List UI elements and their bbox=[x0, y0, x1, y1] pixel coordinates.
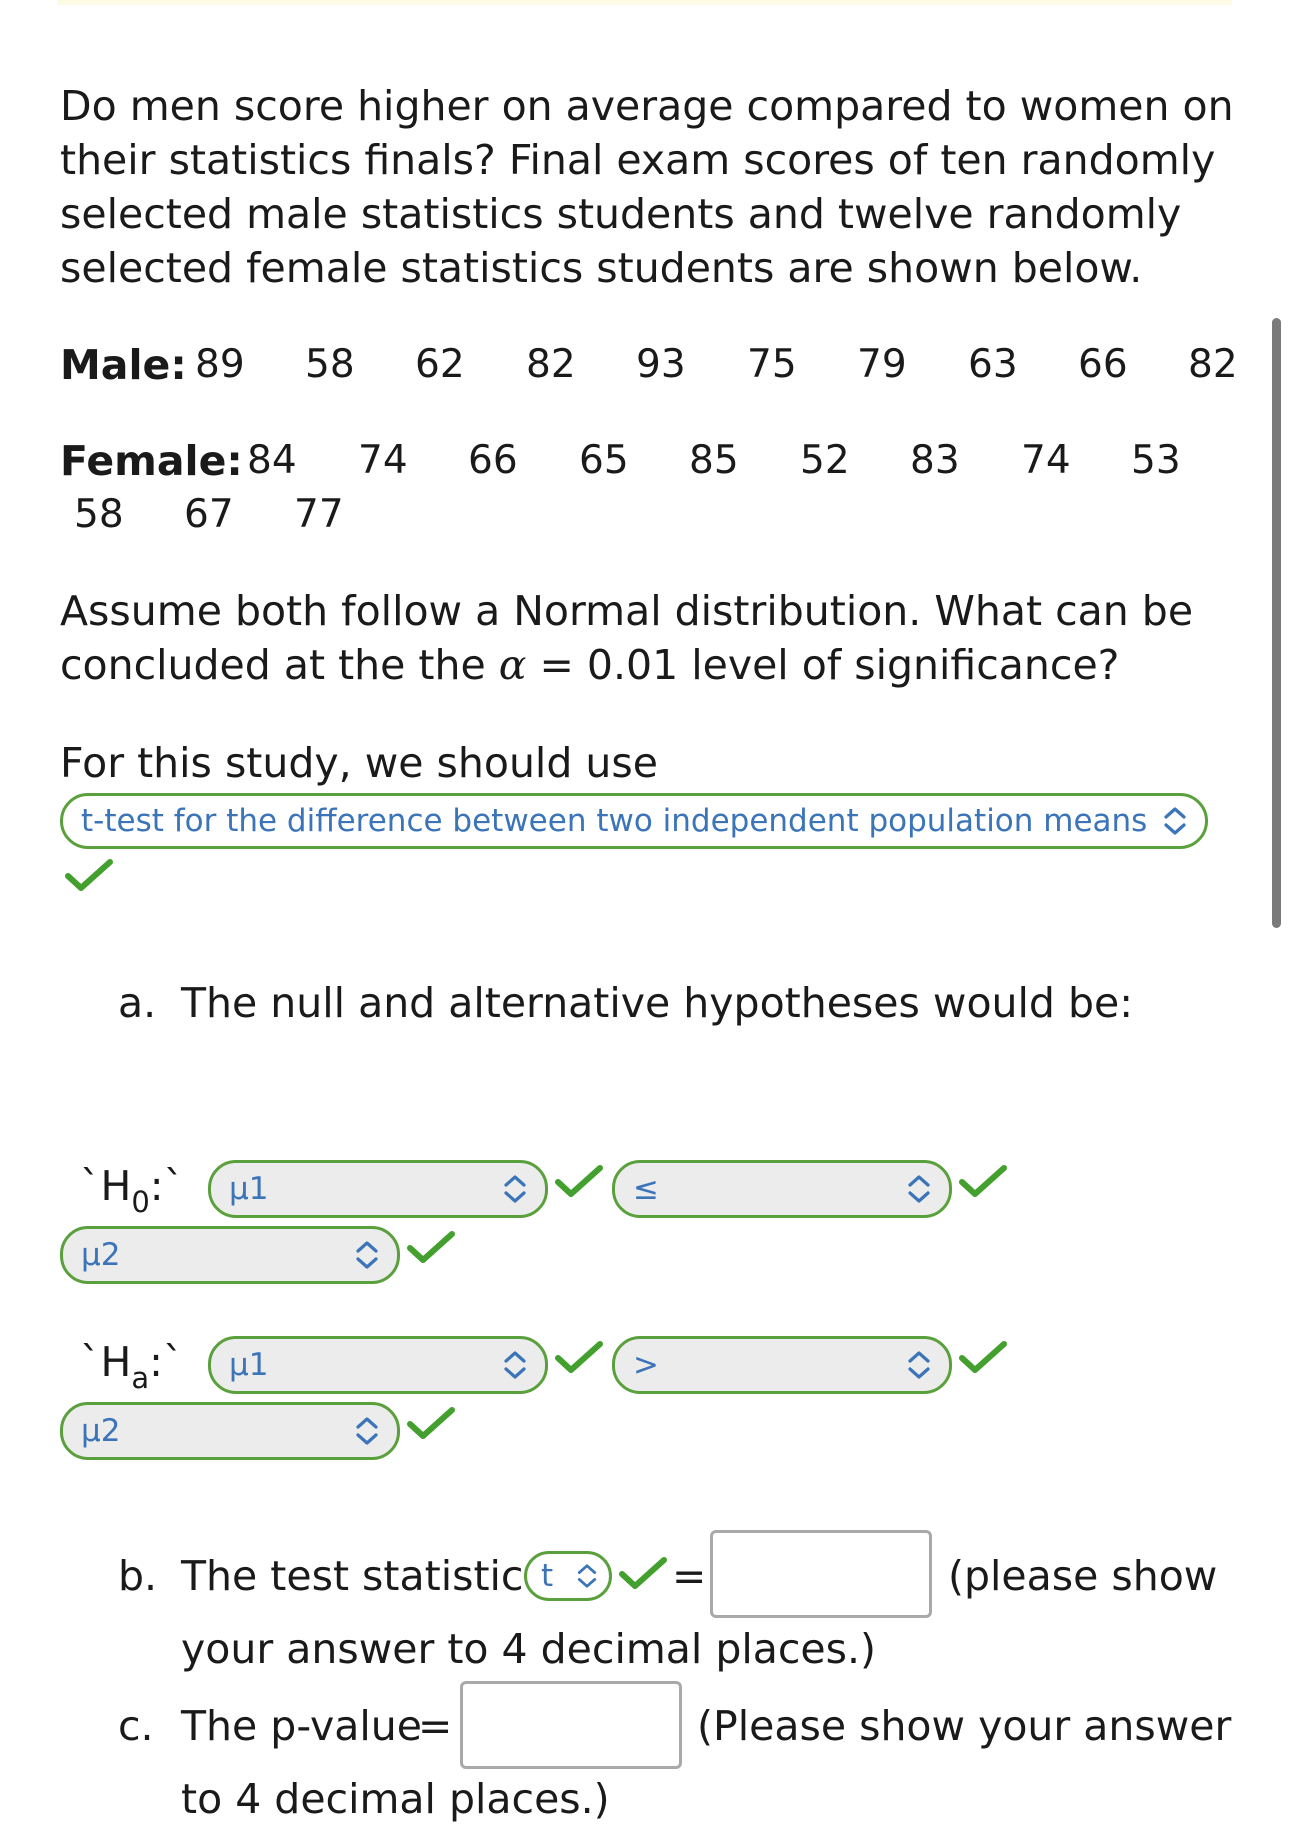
part-c-note-1: (Please show your answer bbox=[697, 1702, 1232, 1750]
question-line-2: their statistics finals? Final exam scores of ten randomly bbox=[60, 136, 1216, 184]
male-value: 93 bbox=[636, 342, 686, 387]
part-c-note-2: to 4 decimal places.) bbox=[181, 1775, 610, 1823]
test-type-select[interactable] bbox=[60, 793, 1208, 849]
male-value: 58 bbox=[305, 342, 355, 387]
male-value: 82 bbox=[1188, 342, 1238, 387]
chevron-updown-icon bbox=[353, 1239, 381, 1271]
part-b-note-1: (please show bbox=[948, 1552, 1218, 1600]
part-b-text: The test statistic bbox=[181, 1552, 524, 1600]
female-label: Female: bbox=[60, 437, 243, 485]
female-value: 67 bbox=[184, 492, 234, 537]
female-value: 84 bbox=[247, 438, 297, 483]
male-value: 66 bbox=[1078, 342, 1128, 387]
test-statistic-input[interactable] bbox=[710, 1530, 932, 1618]
female-value: 74 bbox=[1021, 438, 1071, 483]
question-line-4: selected female statistics students are shown below. bbox=[60, 244, 1143, 292]
ha-param1-value: μ1 bbox=[229, 1347, 269, 1383]
part-a-marker: a. bbox=[118, 979, 157, 1027]
female-value: 77 bbox=[294, 492, 344, 537]
part-b-marker: b. bbox=[118, 1552, 158, 1600]
male-value: 89 bbox=[195, 342, 245, 387]
chevron-updown-icon bbox=[501, 1173, 529, 1205]
stat-type-select[interactable] bbox=[524, 1551, 612, 1601]
part-c-marker: c. bbox=[118, 1702, 154, 1750]
h0-param1-select[interactable] bbox=[208, 1160, 548, 1218]
test-type-selected: t-test for the difference between two independent population means bbox=[81, 803, 1148, 839]
check-icon bbox=[406, 1230, 456, 1264]
assume-line-2: concluded at the the α = 0.01 level of significance? bbox=[60, 641, 1120, 689]
stat-type-value: t bbox=[541, 1558, 554, 1594]
h0-param2-value: μ2 bbox=[81, 1237, 121, 1273]
chevron-updown-icon bbox=[905, 1349, 933, 1381]
ha-label: $`H_a:`$ bbox=[80, 1338, 184, 1395]
check-icon bbox=[554, 1164, 604, 1198]
ha-param2-select[interactable] bbox=[60, 1402, 400, 1460]
male-value: 62 bbox=[415, 342, 465, 387]
female-value: 58 bbox=[74, 492, 124, 537]
check-icon bbox=[958, 1340, 1008, 1374]
part-b-equals: = bbox=[672, 1552, 707, 1600]
alpha-symbol: α bbox=[498, 641, 527, 689]
female-value: 66 bbox=[468, 438, 518, 483]
check-icon bbox=[958, 1164, 1008, 1198]
scrollbar[interactable] bbox=[1272, 318, 1281, 928]
female-value: 83 bbox=[910, 438, 960, 483]
p-value-input[interactable] bbox=[460, 1681, 682, 1769]
ha-operator-value: > bbox=[633, 1347, 659, 1383]
male-label: Male: bbox=[60, 341, 187, 389]
h0-param2-select[interactable] bbox=[60, 1226, 400, 1284]
question-line-1: Do men score higher on average compared to women on bbox=[60, 82, 1234, 130]
ha-operator-select[interactable] bbox=[612, 1336, 952, 1394]
part-c-text: The p-value bbox=[181, 1702, 422, 1750]
ha-param1-select[interactable] bbox=[208, 1336, 548, 1394]
chevron-updown-icon bbox=[575, 1560, 599, 1592]
chevron-updown-icon bbox=[501, 1349, 529, 1381]
h0-operator-select[interactable] bbox=[612, 1160, 952, 1218]
chevron-updown-icon bbox=[353, 1415, 381, 1447]
chevron-updown-icon bbox=[1161, 805, 1189, 837]
male-value: 82 bbox=[526, 342, 576, 387]
female-value: 52 bbox=[800, 438, 850, 483]
h0-param1-value: μ1 bbox=[229, 1171, 269, 1207]
assume-line-1: Assume both follow a Normal distribution. What can be bbox=[60, 587, 1194, 635]
check-icon bbox=[64, 858, 114, 892]
check-icon bbox=[406, 1406, 456, 1440]
male-value: 63 bbox=[968, 342, 1018, 387]
question-line-3: selected male statistics students and twelve randomly bbox=[60, 190, 1182, 238]
check-icon bbox=[554, 1340, 604, 1374]
h0-operator-value: ≤ bbox=[633, 1171, 659, 1207]
chevron-updown-icon bbox=[905, 1173, 933, 1205]
male-value: 75 bbox=[747, 342, 797, 387]
female-value: 65 bbox=[579, 438, 629, 483]
female-value: 74 bbox=[358, 438, 408, 483]
female-value: 85 bbox=[689, 438, 739, 483]
top-banner bbox=[57, 0, 1232, 5]
female-value: 53 bbox=[1131, 438, 1181, 483]
ha-param2-value: μ2 bbox=[81, 1413, 121, 1449]
h0-label: $`H_0:`$ bbox=[80, 1162, 185, 1219]
part-c-equals: = bbox=[418, 1702, 453, 1750]
part-a-text: The null and alternative hypotheses would be: bbox=[181, 979, 1134, 1027]
male-value: 79 bbox=[857, 342, 907, 387]
study-prompt: For this study, we should use bbox=[60, 739, 658, 787]
check-icon bbox=[618, 1556, 668, 1590]
part-b-note-2: your answer to 4 decimal places.) bbox=[181, 1625, 877, 1673]
